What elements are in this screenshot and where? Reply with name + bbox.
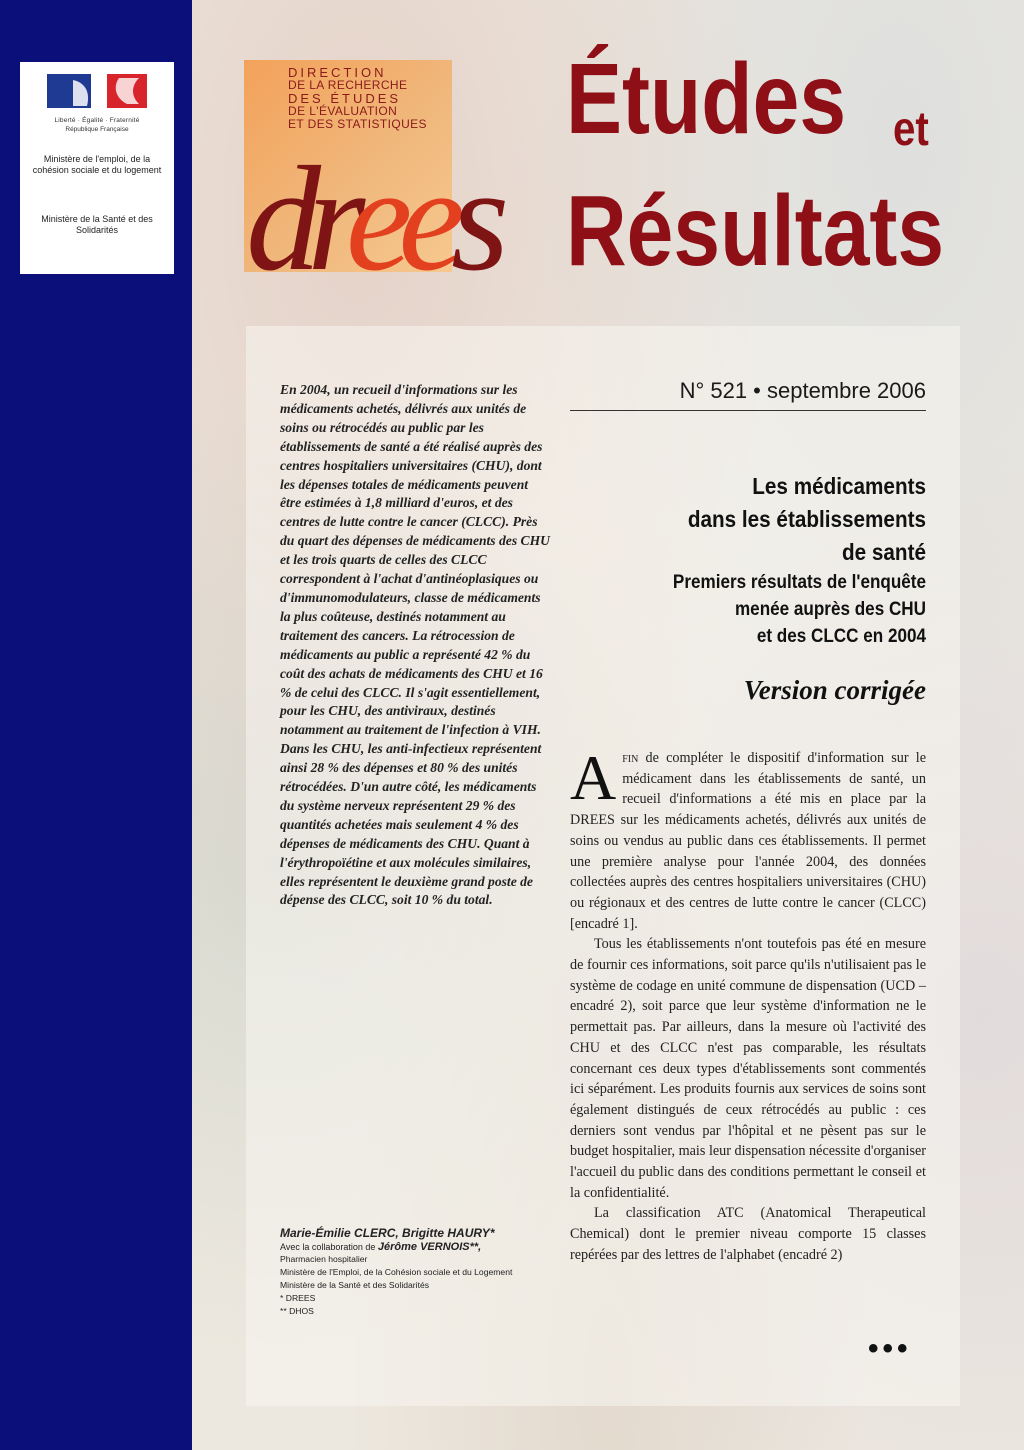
version-corrigee: Version corrigée <box>743 675 926 705</box>
paragraph-2: Tous les établissements n'ont toutefois pas été en mesure de fournir ces informations, soit parce qu'ils n'utilisaient pas le système de codage en unité commune de dispensation (UCD – encadré 2), soit parce que leur système d'information ne le permettait pas. Par ailleurs, dans la mesure où l'activité des CHU et des CLCC n'est pas comparable, les résultats concernant ces deux types d'établissements sont commentés ici séparément. Les produits fournis aux services de soins sont également distingués de ceux rétrocédés au public : ces derniers sont vendus par l'hôpital et ne pèsent pas sur le budget hospitalier, mais leur dispensation nécessite d'organiser l'accueil du public dans des conditions permettant le conseil et la confidentialité. <box>570 936 926 1201</box>
republic-name: République Française <box>65 126 129 133</box>
article-subtitle: Premiers résultats de l'enquête menée auprès des CHU et des CLCC en 2004 <box>672 572 926 647</box>
issue-number: N° 521 • septembre 2006 <box>570 376 926 411</box>
article-headline: Les médicaments dans les établissements de santé Premiers résultats de l'enquête menée auprès des CHU et des CLCC en 2004 <box>570 470 926 650</box>
author-role: Pharmacien hospitalier <box>280 1254 368 1264</box>
summary-abstract: En 2004, un recueil d'informations sur les médicaments achetés, délivrés aux unités de soins ou rétrocédés au public par les établissements de santé a été réalisé auprès des centres hospitaliers universitaires (CHU), dont les dépenses totales de médicaments peuvent être estimées à 1,8 milliard d'euros, et des centres de lutte contre le cancer (CLCC). Près du quart des dépenses de médicaments des CHU et les trois quarts de celles des CLCC correspondent à l'achat d'antinéoplasiques ou d'immunomodulateurs, classe de médicaments la plus coûteuse, destinés notamment au traitement des cancers. La rétrocession de médicaments au public a représenté 42 % du coût des achats de médicaments des CHU et 16 % de celui des CLCC. Il s'agit essentiellement, pour les CHU, des antiviraux, destinés notamment au traitement de l'infection à VIH. Dans les CHU, les anti-infectieux représentent ainsi 28 % des dépenses et 80 % des unités rétrocédées. D'un autre côté, les médicaments du système nerveux représentent 29 % des quantités achetées mais seulement 4 % des dépenses de médicaments des CHU. Quant à l'érythropoïétine et aux molécules similaires, elles représentent le deuxième grand poste de dépense des CLCC, soit 10 % du total. <box>280 382 550 908</box>
author-names: Marie-Émilie CLERC, Brigitte HAURY* <box>280 1226 495 1240</box>
authors-block <box>280 1226 570 1318</box>
masthead-etudes: Études <box>566 43 847 155</box>
drop-cap: A <box>570 742 617 813</box>
affiliation-4: ** DHOS <box>280 1306 314 1316</box>
masthead-resultats: Résultats <box>566 175 945 287</box>
drees-logo <box>244 60 496 302</box>
marianne-flag-icon <box>43 72 151 112</box>
collaboration: Avec la collaboration de Jérôme VERNOIS**, <box>280 1241 482 1253</box>
drees-logo-text: DIRECTION DE LA RECHERCHE DES ÉTUDES DE L'ÉVALUATION ET DES STATISTIQUES <box>288 65 427 131</box>
paragraph-1: Afin de compléter le dispositif d'information sur le médicament dans les établissements de santé, un recueil d'informations a été mis en place par la DREES sur les médicaments achetés, délivrés aux unités de soins ou vendus au public dans ces établissements. Il permet une première analyse pour l'année 2004, des données collectées auprès des centres hospitaliers universitaires (CHU) ou régionaux et des centres de lutte contre le cancer (CLCC) [encadré 1]. <box>570 742 926 932</box>
ministry-logo-box <box>20 62 174 274</box>
republic-motto: Liberté · Égalité · Fraternité <box>54 117 140 124</box>
affiliation-2: Ministère de la Santé et des Solidarités <box>280 1280 430 1290</box>
continues-marker: ••• <box>868 1332 912 1365</box>
drees-wordmark: drees <box>246 136 496 302</box>
ministry-sante: Ministère de la Santé et des Solidarités <box>41 214 153 235</box>
affiliation-1: Ministère de l'Emploi, de la Cohésion sociale et du Logement <box>280 1267 513 1277</box>
ministry-emploi: Ministère de l'emploi, de la cohésion sociale et du logement <box>32 154 162 175</box>
paragraph-3: La classification ATC (Anatomical Therapeutical Chemical) dont le premier niveau comporte 15 classes repérées par des lettres de l'alphabet (encadré 2) <box>570 1205 926 1263</box>
masthead-et: et <box>893 103 929 156</box>
article-body <box>570 742 926 1266</box>
affiliation-3: * DREES <box>280 1293 316 1303</box>
